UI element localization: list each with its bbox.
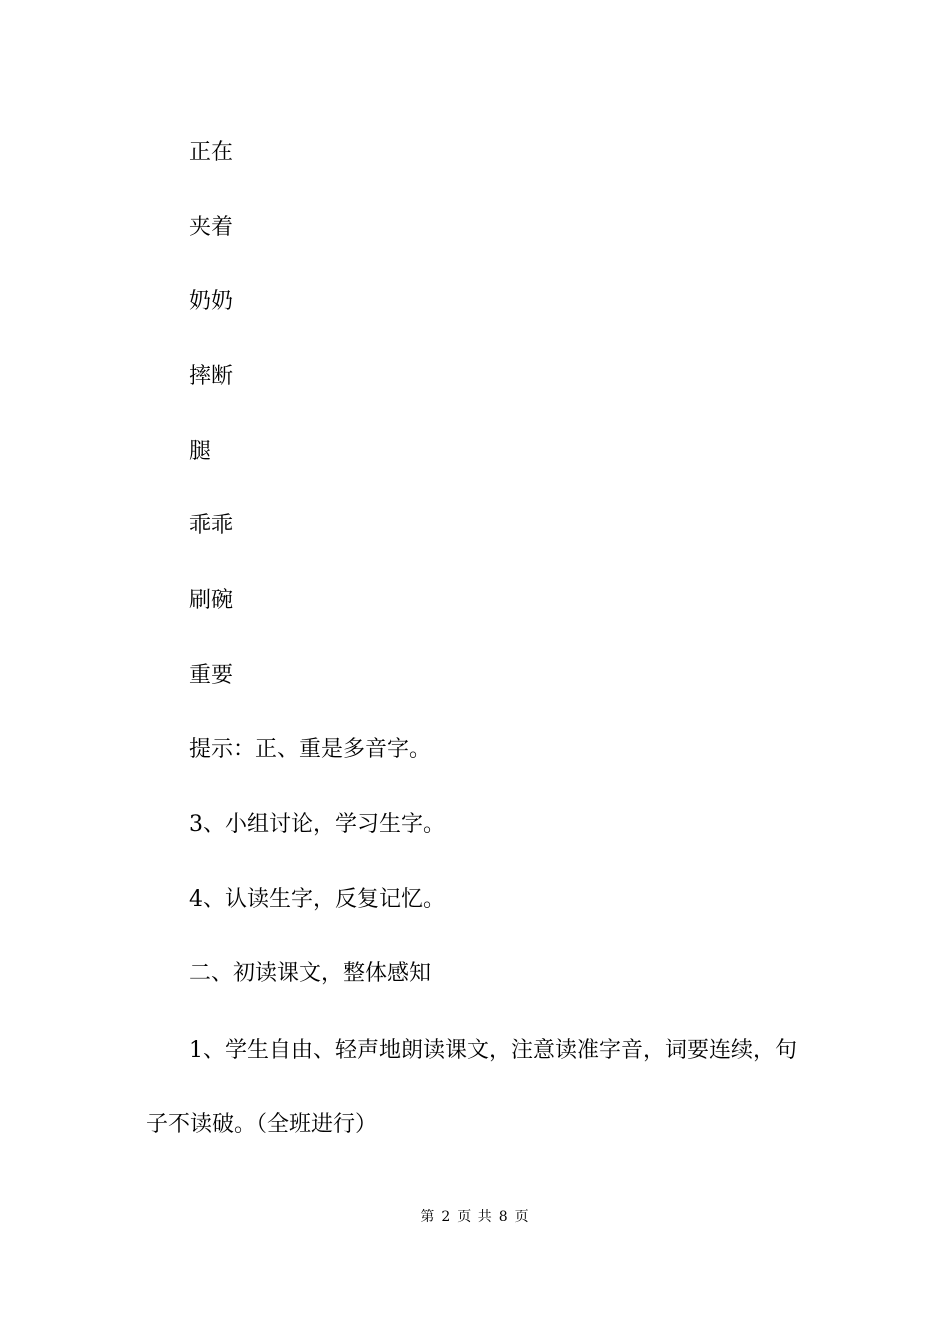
page-footer xyxy=(0,1208,950,1226)
footer-prefix: 第 xyxy=(420,1209,436,1225)
vocab-line-5: 腿 xyxy=(189,439,212,464)
footer-total-pages: 8 xyxy=(498,1209,509,1225)
vocab-line-4: 摔断 xyxy=(189,364,234,389)
footer-suffix: 页 xyxy=(514,1209,530,1225)
vocab-line-3: 奶奶 xyxy=(189,289,234,314)
vocab-line-1: 正在 xyxy=(189,140,234,165)
vocab-line-6: 乖乖 xyxy=(189,513,234,538)
step-4-line: 4、认读生字，反复记忆。 xyxy=(189,887,445,912)
footer-mid: 页 共 xyxy=(457,1209,493,1225)
paragraph-1: 1、学生自由、轻声地朗读课文，注意读准字音，词要连续，句子不读破。（全班进行） xyxy=(146,1038,797,1137)
hint-line: 提示：正、重是多音字。 xyxy=(189,737,432,762)
section-heading: 二、初读课文，整体感知 xyxy=(189,961,432,986)
vocab-line-2: 夹着 xyxy=(189,215,234,240)
step-3-line: 3、小组讨论，学习生字。 xyxy=(189,812,445,837)
vocab-line-8: 重要 xyxy=(189,663,234,688)
footer-page-number: 2 xyxy=(441,1209,452,1225)
vocab-line-7: 刷碗 xyxy=(189,588,234,613)
